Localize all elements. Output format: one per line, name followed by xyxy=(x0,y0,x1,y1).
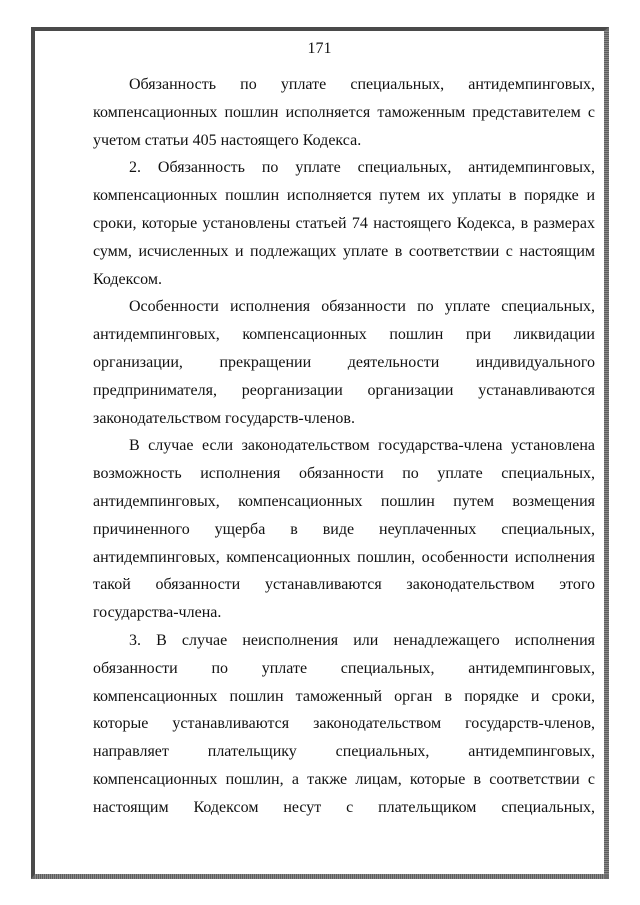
paragraph: Особенности исполнения обязанности по уплате специальных, антидемпинговых, компенсационных пошлин при ликвидации организации, прекращении деятельности индивидуального предпринимателя, реорганизации организации устанавливаются законодательством государств-членов. xyxy=(93,298,595,427)
paragraph: 2. Обязанность по уплате специальных, антидемпинговых, компенсационных пошлин исполняется путем их уплаты в порядке и сроки, которые установлены статьей 74 настоящего Кодекса, в размерах сумм, исчисленных и подлежащих уплате в соответствии с настоящим Кодексом. xyxy=(93,159,595,288)
paragraph: 3. В случае неисполнения или ненадлежащего исполнения обязанности по уплате специальных, антидемпинговых, компенсационных пошлин таможенный орган в порядке и сроки, которые устанавливаются законодательством государств-членов, направляет плательщику специальных, антидемпинговых, компенсационных пошлин, а также лицам, которые в соответствии с настоящим Кодексом несут с плательщиком специальных, xyxy=(93,631,595,816)
paragraph: Обязанность по уплате специальных, антидемпинговых, компенсационных пошлин исполняется таможенным представителем с учетом статьи 405 настоящего Кодекса. xyxy=(93,76,595,149)
document-body xyxy=(93,71,595,822)
page-number: 171 xyxy=(307,40,332,57)
paragraph: В случае если законодательством государства-члена установлена возможность исполнения обязанности по уплате специальных, антидемпинговых, компенсационных пошлин путем возмещения причиненного ущерба в виде неуплаченных специальных, антидемпинговых, компенсационных пошлин, особенности исполнения такой обязанности устанавливаются законодательством этого государства-члена. xyxy=(93,437,595,622)
page-frame xyxy=(31,27,609,879)
